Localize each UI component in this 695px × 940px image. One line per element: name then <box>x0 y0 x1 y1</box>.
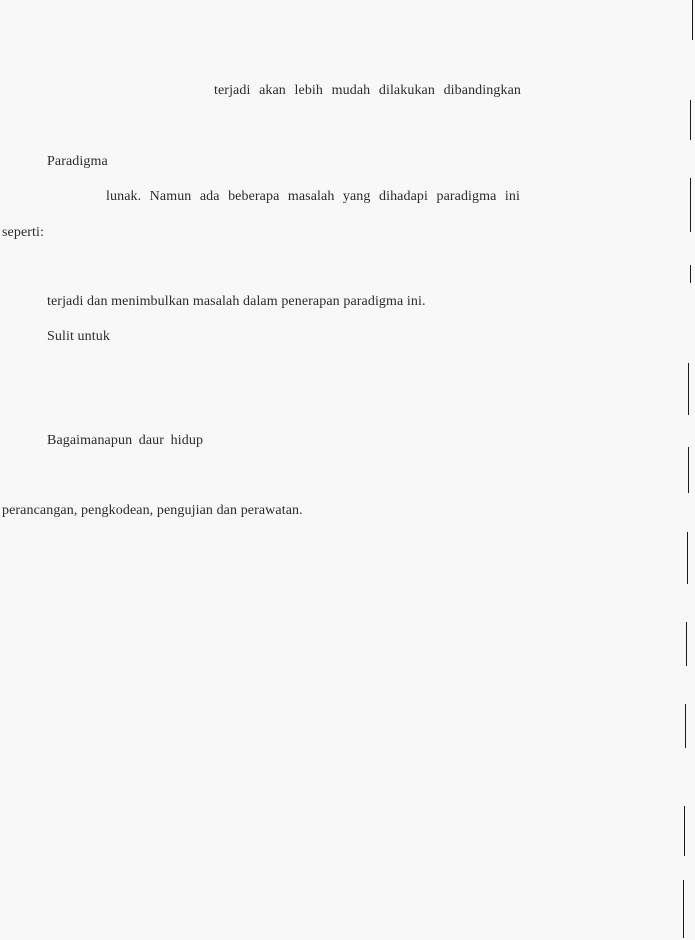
text-line-5: terjadi dan menimbulkan masalah dalam penerapan paradigma ini. <box>47 294 426 309</box>
edge-mark <box>688 363 689 415</box>
edge-mark <box>687 532 688 584</box>
edge-mark <box>684 806 685 856</box>
text-line-4: seperti: <box>2 225 45 240</box>
text-line-8: perancangan, pengkodean, pengujian dan perawatan. <box>2 503 303 518</box>
edge-mark <box>690 100 691 140</box>
edge-mark <box>683 880 684 938</box>
text-line-7: Bagaimanapun daur hidup <box>47 433 204 448</box>
edge-mark <box>686 622 687 666</box>
text-line-1: terjadi akan lebih mudah dilakukan dibandingkan <box>214 83 521 98</box>
edge-mark <box>690 265 691 283</box>
edge-mark <box>690 178 691 232</box>
text-line-3: lunak. Namun ada beberapa masalah yang dihadapi paradigma ini <box>106 189 520 204</box>
text-line-6: Sulit untuk <box>47 329 110 344</box>
edge-mark <box>685 704 686 748</box>
edge-mark <box>692 0 693 40</box>
text-line-2: Paradigma <box>47 154 108 169</box>
edge-mark <box>688 447 689 493</box>
